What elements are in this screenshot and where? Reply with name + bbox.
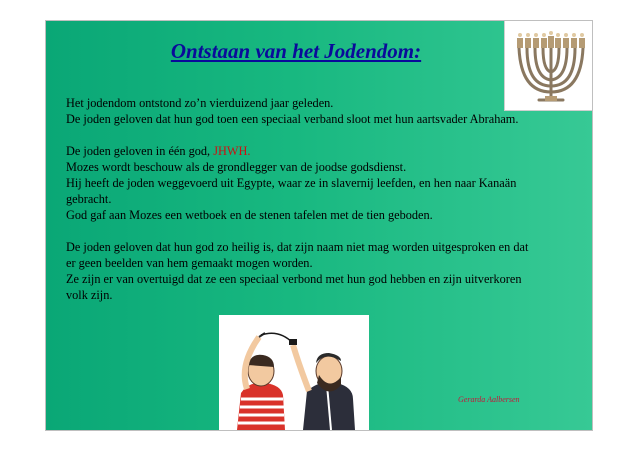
blank-line	[66, 223, 536, 239]
slide-title: Ontstaan van het Jodendom:	[170, 39, 422, 63]
paragraph-1: Het jodendom ontstond zo’n vierduizend jaar geleden.	[66, 96, 334, 110]
paragraph-3	[66, 143, 536, 159]
illustration-image	[219, 315, 369, 430]
author-credit: Gerarda Aalbersen	[458, 395, 520, 404]
two-men-tefillin-illustration	[219, 315, 369, 430]
paragraph-4: Mozes wordt beschouw als de grondlegger van de joodse godsdienst.	[66, 160, 407, 174]
slide	[46, 21, 592, 430]
slide-body	[66, 95, 536, 303]
god-belief-text: De joden geloven in één god,	[66, 144, 214, 158]
paragraph-5: Hij heeft de joden weggevoerd uit Egypte, waar ze in slavernij leefden, en hen naar Kanaän gebracht.	[66, 176, 517, 206]
paragraph-8: Ze zijn er van overtuigd dat ze een speciaal verbond met hun god hebben en zijn uitverkoren volk zijn.	[66, 272, 522, 302]
paragraph-6: God gaf aan Mozes een wetboek en de stenen tafelen met de tien geboden.	[66, 208, 433, 222]
blank-line	[66, 127, 536, 143]
god-name-text: JHWH.	[213, 144, 251, 158]
paragraph-2: De joden geloven dat hun god toen een speciaal verband sloot met hun aartsvader Abraham.	[66, 112, 519, 126]
paragraph-7: De joden geloven dat hun god zo heilig is, dat zijn naam niet mag worden uitgesproken en dat er geen beelden van hem gemaakt mogen worden.	[66, 240, 529, 270]
